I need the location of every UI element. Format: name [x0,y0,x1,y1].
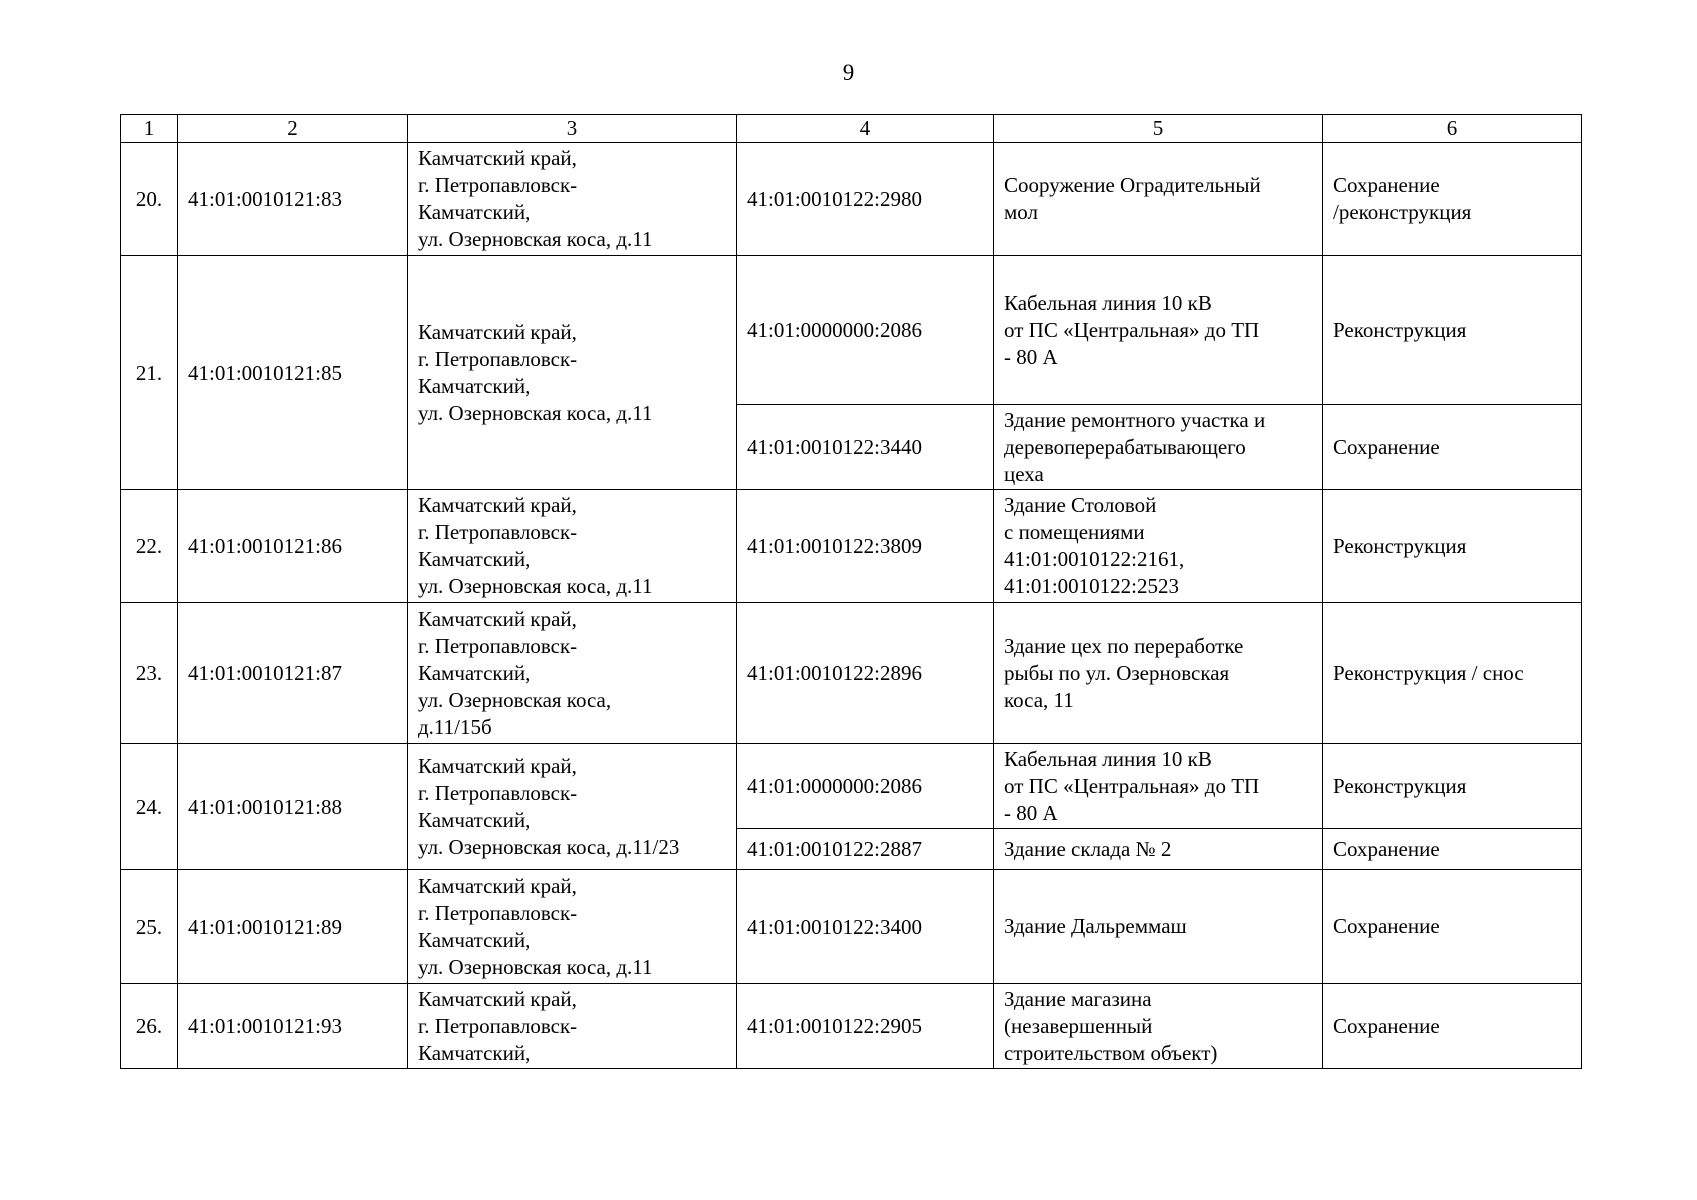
row-number: 23. [121,603,178,744]
header-cell: 3 [408,115,737,143]
row-number: 26. [121,984,178,1069]
object-description: Здание Столовой с помещениями 41:01:0010122:2161, 41:01:0010122:2523 [994,490,1323,603]
plot-address: Камчатский край, г. Петропавловск- Камчатский, [408,984,737,1069]
table-row [121,256,1582,405]
object-cadastral-number: 41:01:0010122:2896 [737,603,994,744]
object-cadastral-number: 41:01:0000000:2086 [737,256,994,405]
table-row [121,143,1582,256]
page-number: 9 [842,60,855,85]
object-description: Здание Дальреммаш [994,870,1323,984]
object-cadastral-number: 41:01:0010122:3440 [737,405,994,490]
objects-table [120,114,1582,1069]
object-cadastral-number: 41:01:0010122:2887 [737,829,994,870]
object-action: Сохранение [1323,405,1582,490]
table-header-row [121,115,1582,143]
table-row [121,870,1582,984]
header-cell: 1 [121,115,178,143]
plot-address: Камчатский край, г. Петропавловск- Камчатский, ул. Озерновская коса, д.11 [408,870,737,984]
plot-cadastral-number: 41:01:0010121:89 [178,870,408,984]
row-number: 20. [121,143,178,256]
object-cadastral-number: 41:01:0010122:3809 [737,490,994,603]
table-row [121,490,1582,603]
object-action: Сохранение [1323,870,1582,984]
plot-cadastral-number: 41:01:0010121:86 [178,490,408,603]
plot-address: Камчатский край, г. Петропавловск- Камчатский, ул. Озерновская коса, д.11 [408,256,737,490]
object-action: Реконструкция [1323,256,1582,405]
plot-address: Камчатский край, г. Петропавловск- Камчатский, ул. Озерновская коса, д.11/15б [408,603,737,744]
row-number: 22. [121,490,178,603]
header-cell: 4 [737,115,994,143]
row-number: 24. [121,744,178,870]
plot-cadastral-number: 41:01:0010121:85 [178,256,408,490]
object-description: Здание ремонтного участка и деревоперерабатывающего цеха [994,405,1323,490]
object-description: Сооружение Оградительный мол [994,143,1323,256]
object-description: Кабельная линия 10 кВ от ПС «Центральная» до ТП - 80 А [994,744,1323,829]
object-cadastral-number: 41:01:0010122:3400 [737,870,994,984]
row-number: 25. [121,870,178,984]
row-number: 21. [121,256,178,490]
plot-cadastral-number: 41:01:0010121:87 [178,603,408,744]
plot-address: Камчатский край, г. Петропавловск- Камчатский, ул. Озерновская коса, д.11 [408,490,737,603]
plot-cadastral-number: 41:01:0010121:83 [178,143,408,256]
header-cell: 6 [1323,115,1582,143]
object-action: Реконструкция [1323,490,1582,603]
header-cell: 5 [994,115,1323,143]
object-cadastral-number: 41:01:0010122:2905 [737,984,994,1069]
header-cell: 2 [178,115,408,143]
object-description: Здание магазина (незавершенный строительством объект) [994,984,1323,1069]
table-row [121,744,1582,829]
object-action: Сохранение [1323,984,1582,1069]
object-description: Кабельная линия 10 кВ от ПС «Центральная» до ТП - 80 А [994,256,1323,405]
table-row [121,984,1582,1069]
object-action: Сохранение /реконструкция [1323,143,1582,256]
object-action: Реконструкция [1323,744,1582,829]
plot-cadastral-number: 41:01:0010121:88 [178,744,408,870]
object-action: Реконструкция / снос [1323,603,1582,744]
plot-address: Камчатский край, г. Петропавловск- Камчатский, ул. Озерновская коса, д.11/23 [408,744,737,870]
plot-address: Камчатский край, г. Петропавловск- Камчатский, ул. Озерновская коса, д.11 [408,143,737,256]
object-action: Сохранение [1323,829,1582,870]
plot-cadastral-number: 41:01:0010121:93 [178,984,408,1069]
object-cadastral-number: 41:01:0010122:2980 [737,143,994,256]
object-description: Здание склада № 2 [994,829,1323,870]
object-description: Здание цех по переработке рыбы по ул. Озерновская коса, 11 [994,603,1323,744]
table-row [121,603,1582,744]
object-cadastral-number: 41:01:0000000:2086 [737,744,994,829]
